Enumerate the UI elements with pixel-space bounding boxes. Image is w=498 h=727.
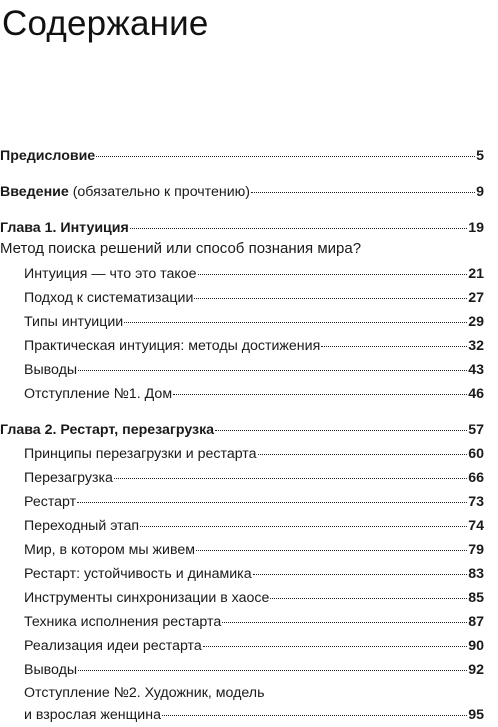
toc-chapter-label: Глава 2. Рестарт, перезагрузка [0,422,215,438]
dot-leader [222,621,467,623]
toc-entry-label: Отступление №1. Дом [24,386,173,402]
toc-page-number: 85 [468,590,484,606]
dot-leader [251,191,475,193]
toc-page-number: 79 [468,542,484,558]
dot-leader [130,227,467,229]
toc-entry-label: Перезагрузка [24,470,113,486]
toc-entry-label: Предисловие [0,148,96,164]
toc-entry-label: Интуиция — что это такое [24,266,197,282]
toc-page-number: 83 [468,566,484,582]
toc-entry[interactable] [24,541,484,559]
dot-leader [258,453,468,455]
dot-leader [203,645,467,647]
toc-page-number: 95 [468,707,484,723]
toc-entry-label: Техника исполнения рестарта [24,614,222,630]
dot-leader [114,477,467,479]
toc-entry[interactable] [24,337,484,355]
toc-page-number: 57 [468,422,484,438]
toc-entry[interactable] [24,589,484,607]
dot-leader [321,345,467,347]
toc-entry[interactable] [24,517,484,535]
dot-leader [78,669,467,671]
toc-page-number: 90 [468,638,484,654]
toc-entry[interactable] [24,265,484,283]
dot-leader [140,525,467,527]
toc-entry[interactable] [24,565,484,583]
dot-leader [194,297,467,299]
dot-leader [77,501,467,503]
toc-chapter-1[interactable] [0,219,484,237]
toc-entry-label [0,183,250,201]
toc-page-number: 32 [468,338,484,354]
toc-page-number: 43 [468,362,484,378]
toc-entry[interactable] [24,469,484,487]
toc-entry-label: Рестарт: устойчивость и динамика [24,566,252,582]
toc-entry[interactable] [24,313,484,331]
toc-entry-label: Принципы перезагрузки и рестарта [24,446,257,462]
toc-entry-label: Подход к систематизации [24,290,194,306]
toc-page-number: 92 [468,662,484,678]
dot-leader [162,714,467,716]
toc-entry-label: Выводы [24,662,78,678]
toc-chapter-1-subtitle: Метод поиска решений или способ познания мира? [0,240,362,257]
toc-entry-label: и взрослая женщина [24,707,161,723]
page-title: Содержание [2,4,209,43]
toc-entry[interactable] [24,445,484,463]
dot-leader [198,273,468,275]
toc-entry-label: Переходный этап [24,518,140,534]
toc-entry-label: Типы интуиции [24,314,124,330]
toc-entry-foreword[interactable] [0,147,484,165]
toc-entry-label: Практическая интуиция: методы достижения [24,338,321,354]
dot-leader [96,155,475,157]
toc-page-number: 66 [468,470,484,486]
toc-entry[interactable] [24,289,484,307]
dot-leader [196,549,467,551]
toc-page-number: 46 [468,386,484,402]
toc-entry[interactable] [24,706,484,724]
toc-entry[interactable] [24,361,484,379]
toc-page-number: 87 [468,614,484,630]
toc-chapter-label: Глава 1. Интуиция [0,220,129,236]
toc-page-number: 74 [468,518,484,534]
toc-page-number: 73 [468,494,484,510]
toc-page-number: 21 [468,266,484,282]
toc-page-number: 5 [476,148,484,164]
toc-entry-label: Выводы [24,362,78,378]
dot-leader [253,573,468,575]
toc-entry[interactable] [24,493,484,511]
dot-leader [270,597,467,599]
toc-chapter-2[interactable] [0,421,484,439]
toc-page-number: 27 [468,290,484,306]
dot-leader [173,393,467,395]
toc-entry-label-note: (обязательно к прочтению) [68,184,251,200]
dot-leader [78,369,467,371]
toc-entry-label: Мир, в котором мы живем [24,542,195,558]
toc-page-number: 29 [468,314,484,330]
toc-page-number: 60 [468,446,484,462]
dot-leader [124,321,467,323]
toc-entry-label-line1[interactable]: Отступление №2. Художник, модель [24,685,265,701]
toc-entry-intro[interactable] [0,183,484,201]
toc-entry[interactable] [24,613,484,631]
toc-entry-label-bold: Введение [0,184,69,200]
dot-leader [215,429,467,431]
toc-entry[interactable] [24,385,484,403]
toc-entry-label: Инструменты синхронизации в хаосе [24,590,270,606]
toc-entry-label: Рестарт [24,494,77,510]
toc-entry[interactable] [24,661,484,679]
toc-entry-label: Реализация идеи рестарта [24,638,202,654]
toc-entry[interactable] [24,637,484,655]
toc-page-number: 9 [476,184,484,200]
toc-page-number: 19 [468,220,484,236]
